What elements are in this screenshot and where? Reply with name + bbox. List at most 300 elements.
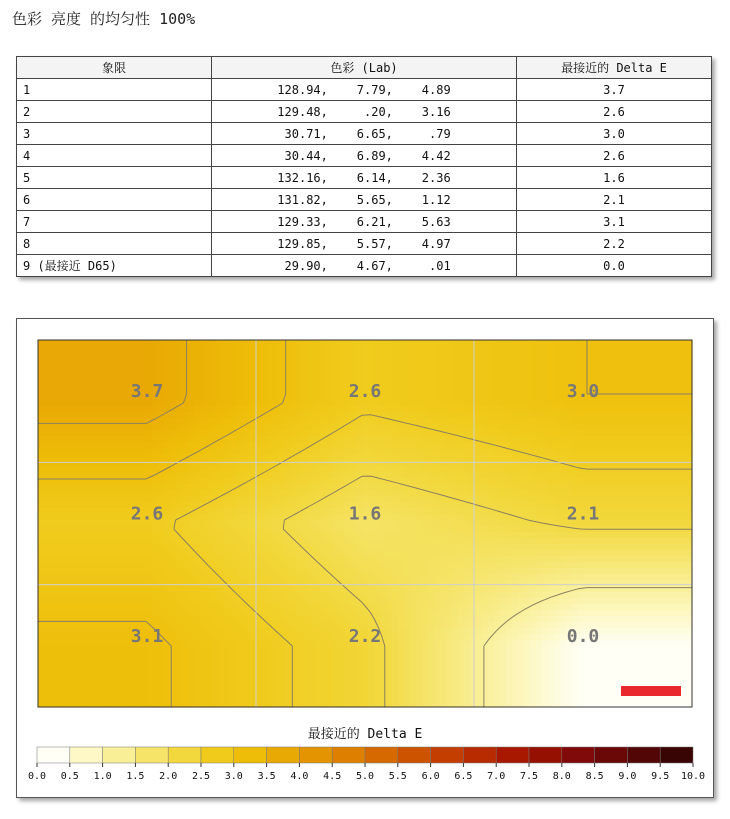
heatmap-cell (218, 604, 225, 611)
table-row (17, 233, 712, 255)
heatmap-cell (74, 370, 81, 377)
heatmap-cell (188, 406, 195, 413)
heatmap-cell (668, 508, 675, 515)
heatmap-cell (164, 568, 171, 575)
heatmap-cell (116, 436, 123, 443)
heatmap-cell (260, 436, 267, 443)
heatmap-cell (218, 610, 225, 617)
heatmap-cell (50, 406, 57, 413)
heatmap-cell (110, 544, 117, 551)
heatmap-cell (674, 424, 681, 431)
heatmap-cell (86, 430, 93, 437)
heatmap-cell (446, 598, 453, 605)
heatmap-cell (200, 412, 207, 419)
heatmap-cell (308, 574, 315, 581)
heatmap-cell (632, 520, 639, 527)
heatmap-cell (230, 598, 237, 605)
heatmap-cell (44, 358, 51, 365)
heatmap-cell (416, 580, 423, 587)
heatmap-cell (278, 466, 285, 473)
heatmap-cell (638, 604, 645, 611)
heatmap-cell (338, 550, 345, 557)
heatmap-cell (356, 550, 363, 557)
heatmap-cell (470, 574, 477, 581)
heatmap-cell (308, 508, 315, 515)
heatmap-cell (200, 574, 207, 581)
header-quadrant: 象限 (17, 57, 212, 79)
heatmap-cell (470, 604, 477, 611)
heatmap-cell (440, 460, 447, 467)
heatmap-cell (86, 610, 93, 617)
heatmap-cell (314, 544, 321, 551)
heatmap-cell (254, 370, 261, 377)
heatmap-cell (476, 376, 483, 383)
heatmap-cell (626, 376, 633, 383)
heatmap-cell (98, 568, 105, 575)
heatmap-cell (188, 442, 195, 449)
heatmap-cell (566, 562, 573, 569)
heatmap-cell (482, 574, 489, 581)
heatmap-cell (392, 412, 399, 419)
heatmap-cell (386, 448, 393, 455)
heatmap-cell (494, 568, 501, 575)
heatmap-cell (350, 430, 357, 437)
heatmap-cell (626, 364, 633, 371)
heatmap-cell (482, 412, 489, 419)
heatmap-cell (56, 562, 63, 569)
heatmap-cell (506, 370, 513, 377)
heatmap-cell (74, 490, 81, 497)
heatmap-cell (296, 562, 303, 569)
heatmap-cell (530, 382, 537, 389)
heatmap-cell (200, 580, 207, 587)
heatmap-cell (104, 496, 111, 503)
heatmap-cell (404, 538, 411, 545)
heatmap-cell (434, 370, 441, 377)
heatmap-cell (332, 586, 339, 593)
heatmap-cell (86, 484, 93, 491)
heatmap-cell (164, 346, 171, 353)
heatmap-cell (506, 586, 513, 593)
heatmap-cell (344, 406, 351, 413)
heatmap-cell (680, 358, 687, 365)
heatmap-cell (248, 472, 255, 479)
heatmap-cell (536, 460, 543, 467)
heatmap-cell (470, 358, 477, 365)
heatmap-cell (644, 394, 651, 401)
heatmap-cell (212, 484, 219, 491)
heatmap-cell (506, 556, 513, 563)
heatmap-cell (668, 544, 675, 551)
heatmap-cell (560, 484, 567, 491)
heatmap-cell (584, 436, 591, 443)
heatmap-cell (146, 460, 153, 467)
heatmap-cell (446, 388, 453, 395)
heatmap-cell (314, 610, 321, 617)
heatmap-cell (428, 568, 435, 575)
heatmap-cell (320, 592, 327, 599)
heatmap-cell (296, 442, 303, 449)
heatmap-cell (512, 412, 519, 419)
heatmap-cell (638, 448, 645, 455)
heatmap-cell (380, 448, 387, 455)
heatmap-cell (68, 580, 75, 587)
heatmap-cell (560, 352, 567, 359)
heatmap-cell (254, 484, 261, 491)
heatmap-cell (578, 448, 585, 455)
table-row (17, 211, 712, 233)
heatmap-cell (386, 382, 393, 389)
heatmap-cell (80, 352, 87, 359)
heatmap-cell (38, 580, 45, 587)
heatmap-cell (614, 454, 621, 461)
heatmap-cell (662, 430, 669, 437)
heatmap-cell (608, 448, 615, 455)
heatmap-cell (62, 532, 69, 539)
heatmap-cell (608, 418, 615, 425)
heatmap-cell (470, 562, 477, 569)
heatmap-cell (422, 604, 429, 611)
heatmap-cell (458, 478, 465, 485)
heatmap-cell (188, 340, 195, 347)
heatmap-cell (362, 358, 369, 365)
heatmap-cell (440, 550, 447, 557)
heatmap-cell (200, 364, 207, 371)
heatmap-cell (68, 586, 75, 593)
heatmap-cell (314, 586, 321, 593)
heatmap-cell (680, 586, 687, 593)
heatmap-cell (680, 520, 687, 527)
heatmap-cell (386, 400, 393, 407)
heatmap-cell (632, 556, 639, 563)
heatmap-cell (662, 364, 669, 371)
heatmap-cell (68, 550, 75, 557)
heatmap-cell (206, 532, 213, 539)
heatmap-cell (254, 466, 261, 473)
heatmap-cell (212, 370, 219, 377)
heatmap-cell (596, 358, 603, 365)
heatmap-cell (560, 340, 567, 347)
heatmap-cell (272, 358, 279, 365)
heatmap-cell (242, 472, 249, 479)
heatmap-cell (296, 598, 303, 605)
heatmap-cell (50, 412, 57, 419)
heatmap-cell (320, 430, 327, 437)
heatmap-cell (278, 412, 285, 419)
heatmap-cell (188, 556, 195, 563)
heatmap-cell (182, 448, 189, 455)
heatmap-cell (266, 388, 273, 395)
cell-quadrant: 2 (17, 101, 212, 123)
heatmap-cell (170, 340, 177, 347)
heatmap-cell (662, 352, 669, 359)
heatmap-cell (476, 394, 483, 401)
heatmap-cell (278, 364, 285, 371)
heatmap-cell (296, 436, 303, 443)
heatmap-cell (278, 562, 285, 569)
heatmap-cell (146, 562, 153, 569)
heatmap-cell (626, 346, 633, 353)
heatmap-cell (488, 580, 495, 587)
heatmap-cell (170, 472, 177, 479)
heatmap-cell (416, 340, 423, 347)
heatmap-cell (500, 496, 507, 503)
heatmap-cell (266, 508, 273, 515)
heatmap-cell (638, 442, 645, 449)
heatmap-cell (194, 490, 201, 497)
heatmap-cell (188, 466, 195, 473)
heatmap-cell (194, 430, 201, 437)
heatmap-cell (416, 466, 423, 473)
heatmap-cell (656, 478, 663, 485)
heatmap-cell (158, 418, 165, 425)
heatmap-cell (380, 574, 387, 581)
heatmap-cell (302, 382, 309, 389)
heatmap-cell (440, 358, 447, 365)
heatmap-cell (308, 454, 315, 461)
heatmap-cell (422, 352, 429, 359)
heatmap-cell (596, 568, 603, 575)
heatmap-cell (326, 370, 333, 377)
heatmap-cell (548, 466, 555, 473)
heatmap-cell (242, 400, 249, 407)
heatmap-cell (524, 538, 531, 545)
heatmap-cell (110, 436, 117, 443)
heatmap-cell (626, 400, 633, 407)
heatmap-cell (380, 340, 387, 347)
heatmap-cell (356, 352, 363, 359)
heatmap-cell (422, 496, 429, 503)
heatmap-cell (230, 586, 237, 593)
heatmap-cell (44, 610, 51, 617)
heatmap-cell (224, 382, 231, 389)
heatmap-cell (608, 490, 615, 497)
table-header-row (17, 57, 712, 79)
heatmap-cell (284, 388, 291, 395)
heatmap-cell (164, 454, 171, 461)
heatmap-cell (296, 382, 303, 389)
heatmap-cell (254, 394, 261, 401)
heatmap-cell (422, 436, 429, 443)
heatmap-cell (158, 424, 165, 431)
heatmap-cell (572, 574, 579, 581)
heatmap-cell (596, 352, 603, 359)
heatmap-cell (344, 496, 351, 503)
heatmap-cell (218, 388, 225, 395)
heatmap-cell (404, 460, 411, 467)
heatmap-cell (104, 592, 111, 599)
heatmap-cell (428, 358, 435, 365)
heatmap-cell (182, 562, 189, 569)
heatmap-cell (626, 370, 633, 377)
heatmap-cell (254, 580, 261, 587)
heatmap-cell (314, 376, 321, 383)
heatmap-cell (170, 544, 177, 551)
heatmap-cell (680, 352, 687, 359)
heatmap-cell (332, 442, 339, 449)
heatmap-cell (434, 460, 441, 467)
heatmap-cell (530, 436, 537, 443)
heatmap-cell (242, 574, 249, 581)
heatmap-cell (290, 484, 297, 491)
heatmap-cell (218, 592, 225, 599)
heatmap-cell (662, 550, 669, 557)
heatmap-cell (278, 538, 285, 545)
heatmap-cell (512, 574, 519, 581)
heatmap-cell (314, 388, 321, 395)
heatmap-cell (374, 364, 381, 371)
heatmap-cell (86, 466, 93, 473)
heatmap-cell (188, 580, 195, 587)
heatmap-cell (146, 496, 153, 503)
heatmap-cell (554, 580, 561, 587)
heatmap-cell (200, 610, 207, 617)
heatmap-cell (326, 340, 333, 347)
heatmap-cell (56, 370, 63, 377)
heatmap-cell (680, 568, 687, 575)
heatmap-cell (506, 502, 513, 509)
heatmap-cell (224, 526, 231, 533)
heatmap-cell (494, 352, 501, 359)
heatmap-cell (110, 514, 117, 521)
heatmap-cell (254, 490, 261, 497)
heatmap-cell (158, 610, 165, 617)
heatmap-cell (98, 508, 105, 515)
heatmap-cell (356, 562, 363, 569)
heatmap-cell (638, 484, 645, 491)
heatmap-cell (398, 592, 405, 599)
heatmap-cell (104, 400, 111, 407)
heatmap-cell (620, 532, 627, 539)
heatmap-cell (560, 442, 567, 449)
heatmap-cell (662, 382, 669, 389)
heatmap-cell (176, 442, 183, 449)
heatmap-cell (128, 454, 135, 461)
heatmap-cell (524, 460, 531, 467)
heatmap-cell (50, 556, 57, 563)
heatmap-cell (644, 556, 651, 563)
heatmap-cell (314, 472, 321, 479)
heatmap-cell (674, 418, 681, 425)
heatmap-cell (674, 460, 681, 467)
heatmap-cell (530, 460, 537, 467)
heatmap-cell (128, 586, 135, 593)
heatmap-cell (218, 544, 225, 551)
heatmap-cell (68, 532, 75, 539)
heatmap-cell (56, 460, 63, 467)
heatmap-cell (632, 400, 639, 407)
heatmap-cell (146, 538, 153, 545)
heatmap-cell (92, 520, 99, 527)
heatmap-cell (104, 436, 111, 443)
heatmap-cell (254, 430, 261, 437)
heatmap-cell (254, 340, 261, 347)
heatmap-cell (74, 382, 81, 389)
heatmap-cell (398, 466, 405, 473)
heatmap-cell (596, 454, 603, 461)
heatmap-cell (620, 550, 627, 557)
heatmap-cell (500, 340, 507, 347)
heatmap-cell (368, 532, 375, 539)
heatmap-cell (164, 484, 171, 491)
heatmap-cell (500, 562, 507, 569)
heatmap-cell (92, 562, 99, 569)
heatmap-cell (56, 388, 63, 395)
heatmap-cell (386, 514, 393, 521)
heatmap-cell (374, 454, 381, 461)
heatmap-cell (638, 586, 645, 593)
heatmap-cell (488, 532, 495, 539)
heatmap-cell (362, 550, 369, 557)
heatmap-cell (506, 400, 513, 407)
heatmap-cell (620, 352, 627, 359)
heatmap-cell (422, 394, 429, 401)
heatmap-cell (500, 478, 507, 485)
heatmap-cell (512, 592, 519, 599)
heatmap-cell (248, 436, 255, 443)
heatmap-cell (650, 580, 657, 587)
heatmap-cell (206, 412, 213, 419)
heatmap-cell (614, 574, 621, 581)
heatmap-cell (416, 382, 423, 389)
heatmap-cell (614, 358, 621, 365)
heatmap-cell (74, 448, 81, 455)
heatmap-cell (482, 394, 489, 401)
heatmap-cell (188, 370, 195, 377)
heatmap-cell (482, 370, 489, 377)
table-row (17, 145, 712, 167)
heatmap-cell (482, 520, 489, 527)
heatmap-cell (656, 562, 663, 569)
heatmap-cell (398, 532, 405, 539)
heatmap-cell (134, 436, 141, 443)
heatmap-cell (464, 580, 471, 587)
heatmap-cell (140, 610, 147, 617)
heatmap-cell (680, 556, 687, 563)
heatmap-cell (626, 406, 633, 413)
heatmap-cell (440, 406, 447, 413)
heatmap-cell (548, 346, 555, 353)
heatmap-cell (632, 370, 639, 377)
heatmap-cell (116, 382, 123, 389)
heatmap-cell (476, 556, 483, 563)
heatmap-cell (470, 460, 477, 467)
heatmap-cell (398, 514, 405, 521)
heatmap-cell (56, 340, 63, 347)
heatmap-cell (428, 544, 435, 551)
heatmap-cell (482, 376, 489, 383)
heatmap-cell (260, 532, 267, 539)
heatmap-cell (680, 412, 687, 419)
heatmap-cell (86, 346, 93, 353)
heatmap-cell (500, 436, 507, 443)
heatmap-cell (668, 580, 675, 587)
heatmap-cell (350, 538, 357, 545)
heatmap-cell (188, 562, 195, 569)
heatmap-cell (626, 520, 633, 527)
heatmap-cell (326, 376, 333, 383)
heatmap-cell (320, 406, 327, 413)
heatmap-cell (560, 604, 567, 611)
heatmap-cell (320, 340, 327, 347)
heatmap-cell (92, 586, 99, 593)
heatmap-cell (494, 436, 501, 443)
heatmap-cell (656, 514, 663, 521)
heatmap-cell (164, 460, 171, 467)
heatmap-cell (182, 580, 189, 587)
heatmap-cell (644, 346, 651, 353)
heatmap-cell (584, 478, 591, 485)
